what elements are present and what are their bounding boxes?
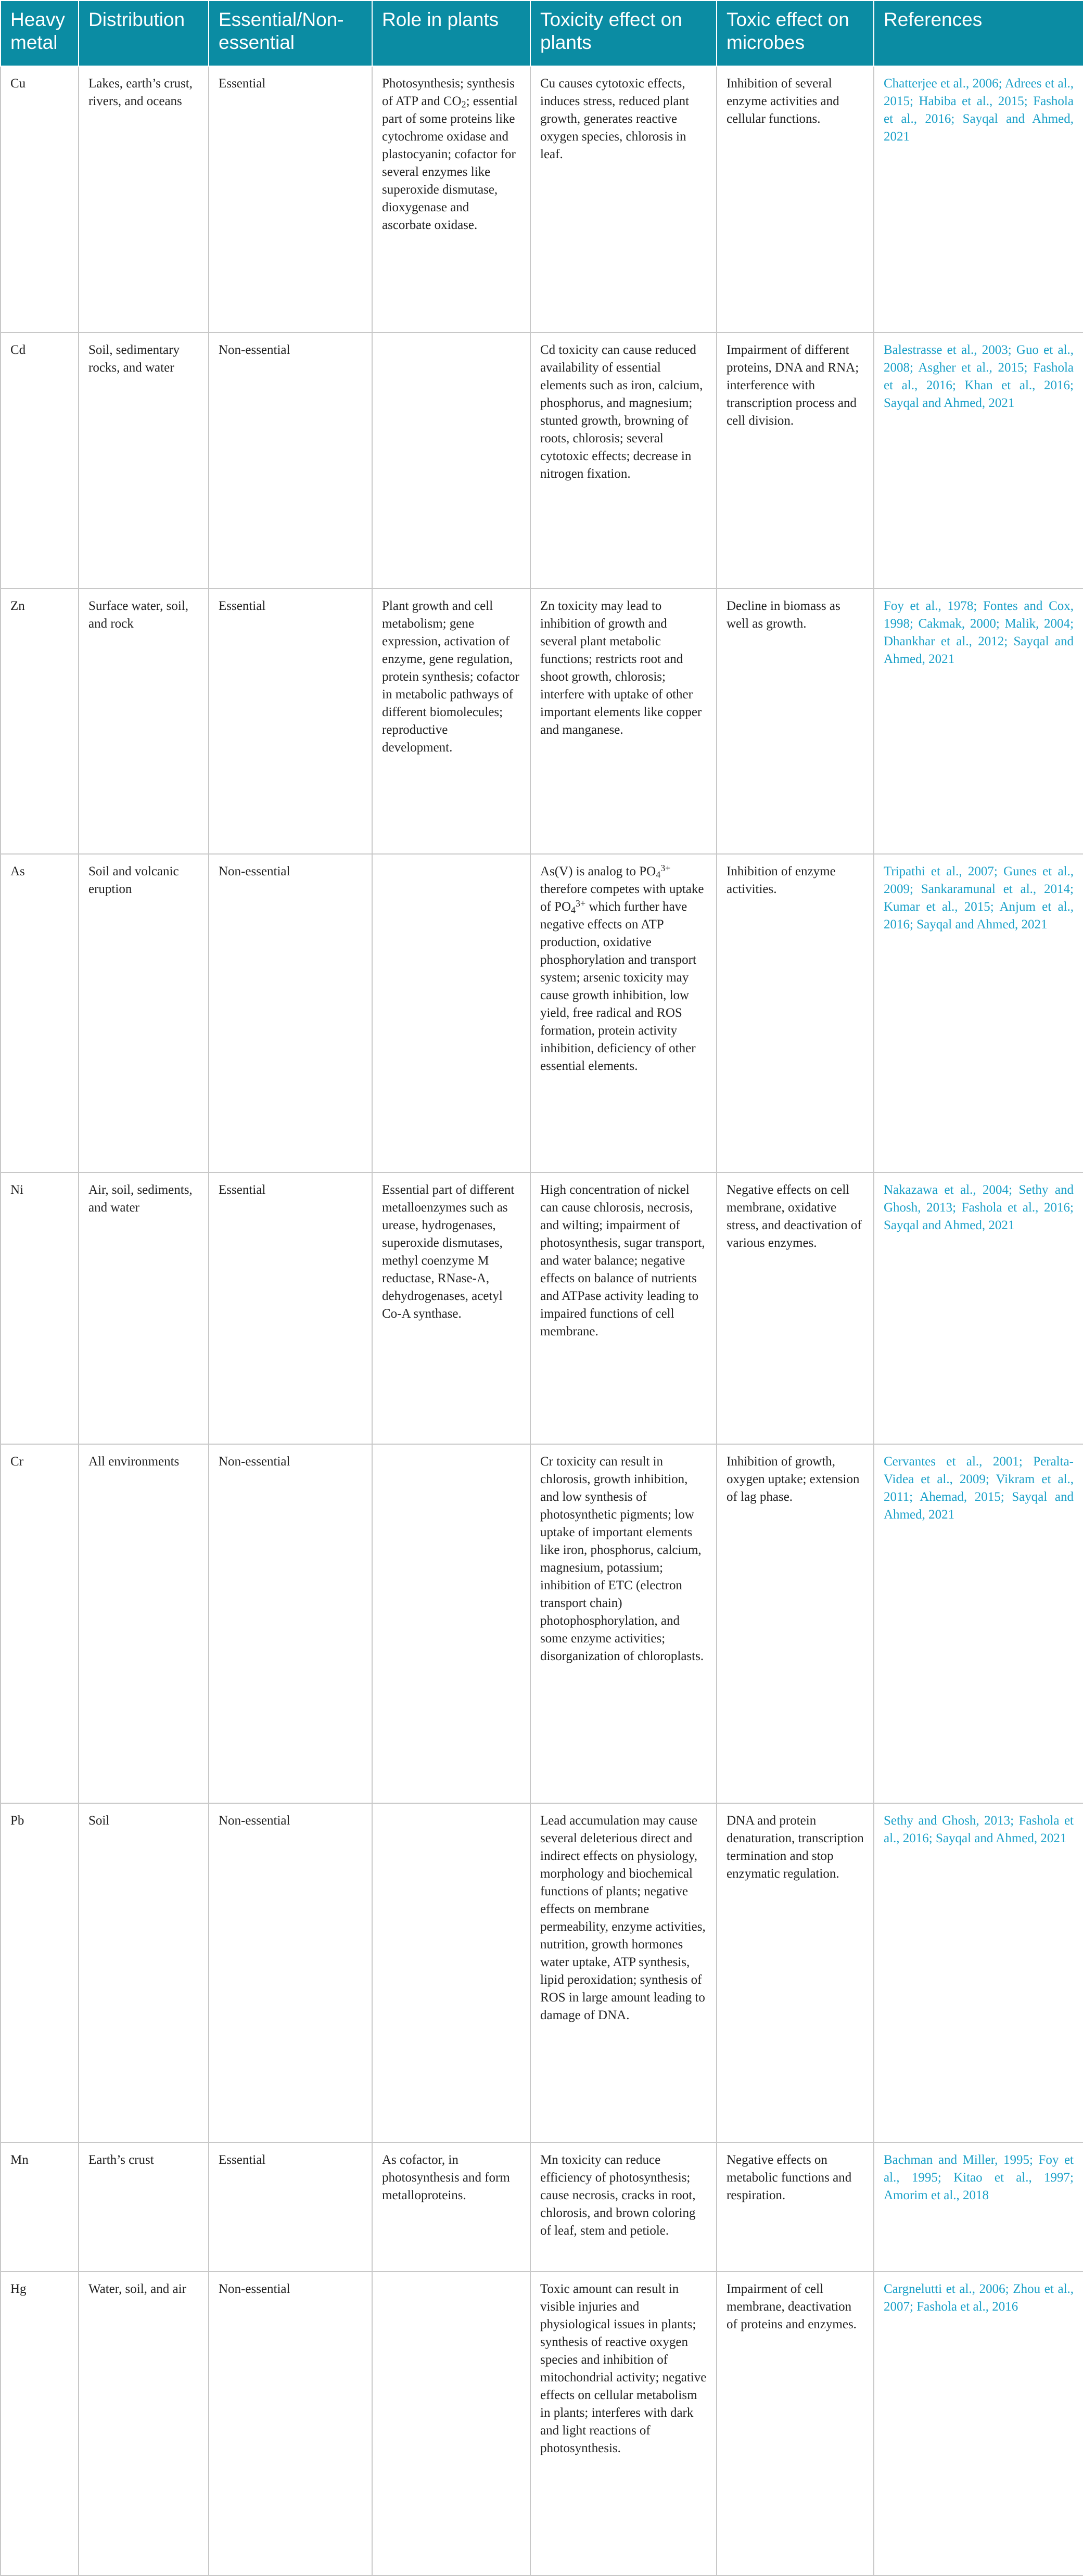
metal-cell: Pb — [1, 1803, 79, 2143]
reference-link[interactable]: Malik, 2004 — [1004, 617, 1071, 631]
reference-link[interactable]: Sayqal and Ahmed, 2021 — [884, 634, 1074, 666]
metal-cell: Hg — [1, 2272, 79, 2575]
table-row — [1, 589, 1083, 854]
reference-link[interactable]: Sayqal and Ahmed, 2021 — [884, 1218, 1015, 1232]
toxicity-cell — [530, 66, 717, 333]
reference-link[interactable]: Sethy and Ghosh, 2013 — [884, 1183, 1074, 1215]
essential-cell: Non-essential — [209, 1444, 372, 1803]
essential-cell: Essential — [209, 66, 372, 333]
reference-link[interactable]: Fashola et al., 2016 — [884, 361, 1074, 392]
reference-link[interactable]: Foy et al., 1978 — [884, 599, 974, 613]
reference-link[interactable]: Sayqal and Ahmed, 2021 — [916, 917, 1048, 932]
reference-link[interactable]: Kitao et al., 1997 — [953, 2171, 1071, 2185]
header-toxicity-plants: Toxicity effect on plants — [530, 1, 717, 66]
cell-text: therefore competes with uptake of PO — [540, 882, 704, 914]
microbes-cell: Decline in biomass as well as growth. — [717, 589, 874, 854]
cell-text: which further have negative effects on ATP production, oxidative phosphorylation and transport system; arsenic toxicity may cause growth inhibition, low yield, free radical and ROS formation, protein activity inhibition, deficiency of other essential elements. — [540, 900, 696, 1073]
reference-link[interactable]: Peralta-Videa et al., 2009 — [884, 1455, 1074, 1486]
toxicity-cell — [530, 2272, 717, 2575]
references-cell: Tripathi et al., 2007; Gunes et al., 2009; Sankaramunal et al., 2014; Kumar et al., 2015; Anjum et al., 2016; Sayqal and Ahmed, 2021 — [874, 854, 1083, 1172]
references-cell: Cervantes et al., 2001; Peralta-Videa et al., 2009; Vikram et al., 2011; Ahemad, 2015; Sayqal and Ahmed, 2021 — [874, 1444, 1083, 1803]
cell-text: Cr toxicity can result in chlorosis, growth inhibition, and low synthesis of photosynthetic pigments; low uptake of important elements like iron, phosphorus, calcium, magnesium, potassium; inhibition of ETC (electron transport chain) photophosphorylation, and some enzyme activities; disorganization of chloroplasts. — [540, 1455, 704, 1663]
microbes-cell: Inhibition of several enzyme activities and cellular functions. — [717, 66, 874, 333]
essential-cell: Non-essential — [209, 2272, 372, 2575]
cell-text: Lead accumulation may cause several deleterious direct and indirect effects on physiology, morphology and biochemical functions of plants; negative effects on membrane permeability, enzyme activities, nutrition, growth hormones water uptake, ATP synthesis, lipid peroxidation; synthesis of ROS in large amount leading to damage of DNA. — [540, 1814, 706, 2022]
distribution-cell: Soil and volcanic eruption — [79, 854, 209, 1172]
references-cell: Nakazawa et al., 2004; Sethy and Ghosh, 2013; Fashola et al., 2016; Sayqal and Ahmed, 2021 — [874, 1172, 1083, 1444]
reference-link[interactable]: Sethy and Ghosh, 2013 — [884, 1814, 1011, 1828]
toxicity-cell — [530, 1444, 717, 1803]
table-body — [1, 66, 1083, 2575]
microbes-cell: Inhibition of growth, oxygen uptake; extension of lag phase. — [717, 1444, 874, 1803]
microbes-cell: Impairment of different proteins, DNA and RNA; interference with transcription process and cell division. — [717, 333, 874, 589]
reference-link[interactable]: Foy et al., 1995 — [884, 2153, 1074, 2185]
microbes-cell: DNA and protein denaturation, transcription termination and stop enzymatic regulation. — [717, 1803, 874, 2143]
header-references: References — [874, 1, 1083, 66]
distribution-cell: Lakes, earth’s crust, rivers, and oceans — [79, 66, 209, 333]
metal-cell: Mn — [1, 2143, 79, 2272]
reference-link[interactable]: Sankaramunal et al., 2014 — [921, 882, 1071, 896]
table-row — [1, 66, 1083, 333]
cell-text: As cofactor, in photosynthesis and form metalloproteins. — [382, 2153, 510, 2202]
role-cell — [372, 2272, 530, 2575]
superscript-text: 3+ — [576, 898, 586, 909]
toxicity-cell — [530, 1172, 717, 1444]
reference-link[interactable]: Chatterjee et al., 2006 — [884, 76, 999, 91]
table-row — [1, 1444, 1083, 1803]
role-cell — [372, 1172, 530, 1444]
references-cell: Balestrasse et al., 2003; Guo et al., 2008; Asgher et al., 2015; Fashola et al., 2016; Khan et al., 2016; Sayqal and Ahmed, 2021 — [874, 333, 1083, 589]
subscript-text: 2 — [461, 99, 466, 110]
reference-link[interactable]: Fontes and Cox, 1998 — [884, 599, 1074, 631]
role-cell — [372, 854, 530, 1172]
table-row — [1, 1803, 1083, 2143]
distribution-cell: Soil — [79, 1803, 209, 2143]
reference-link[interactable]: Cargnelutti et al., 2006 — [884, 2282, 1005, 2296]
subscript-text: 4 — [571, 904, 576, 915]
references-cell: Cargnelutti et al., 2006; Zhou et al., 2007; Fashola et al., 2016 — [874, 2272, 1083, 2575]
superscript-text: 3+ — [660, 862, 671, 873]
table-row — [1, 2272, 1083, 2575]
essential-cell: Essential — [209, 2143, 372, 2272]
metal-cell: Cd — [1, 333, 79, 589]
reference-link[interactable]: Bachman and Miller, 1995 — [884, 2153, 1029, 2167]
cell-text: Essential part of different metalloenzymes such as urease, hydrogenases, superoxide dismutases, methyl coenzyme M reductase, RNase-A, dehydrogenases, acetyl Co-A synthase. — [382, 1183, 515, 1321]
references-cell: Foy et al., 1978; Fontes and Cox, 1998; Cakmak, 2000; Malik, 2004; Dhankhar et al., 2012; Sayqal and Ahmed, 2021 — [874, 589, 1083, 854]
metal-cell: As — [1, 854, 79, 1172]
toxicity-cell — [530, 2143, 717, 2272]
reference-link[interactable]: Balestrasse et al., 2003 — [884, 343, 1008, 357]
metal-cell: Ni — [1, 1172, 79, 1444]
microbes-cell: Inhibition of enzyme activities. — [717, 854, 874, 1172]
cell-text: Cu causes cytotoxic effects, induces stress, reduced plant growth, generates reactive oxygen species, chlorosis in leaf. — [540, 76, 690, 161]
reference-link[interactable]: Ahemad, 2015 — [920, 1490, 1001, 1504]
header-row — [1, 1, 1083, 66]
cell-text: Toxic amount can result in visible injuries and physiological issues in plants; synthesis of reactive oxygen species and inhibition of mitochondrial activity; negative effects on cellular metabolism in plants; interferes with dark and light reactions of photosynthesis. — [540, 2282, 707, 2455]
distribution-cell: All environments — [79, 1444, 209, 1803]
reference-link[interactable]: Sayqal and Ahmed, 2021 — [884, 112, 1074, 144]
toxicity-cell — [530, 1803, 717, 2143]
cell-text: ; essential part of some proteins like cytochrome oxidase and plastocyanin; cofactor for several enzymes like superoxide dismutase, dioxygenase and ascorbate oxidase. — [382, 94, 518, 232]
reference-link[interactable]: Nakazawa et al., 2004 — [884, 1183, 1009, 1197]
essential-cell: Essential — [209, 1172, 372, 1444]
header-heavy-metal: Heavy metal — [1, 1, 79, 66]
microbes-cell: Negative effects on cell membrane, oxidative stress, and deactivation of various enzymes. — [717, 1172, 874, 1444]
reference-link[interactable]: Guo et al., 2008 — [884, 343, 1074, 375]
metal-cell: Zn — [1, 589, 79, 854]
distribution-cell: Water, soil, and air — [79, 2272, 209, 2575]
reference-link[interactable]: Gunes et al., 2009 — [884, 864, 1074, 896]
distribution-cell: Earth’s crust — [79, 2143, 209, 2272]
reference-link[interactable]: Fashola et al., 2016 — [961, 1201, 1071, 1215]
table-row — [1, 1172, 1083, 1444]
table-header — [1, 1, 1083, 66]
microbes-cell: Negative effects on metabolic functions and respiration. — [717, 2143, 874, 2272]
distribution-cell: Soil, sedimentary rocks, and water — [79, 333, 209, 589]
reference-link[interactable]: Sayqal and Ahmed, 2021 — [884, 396, 1015, 410]
references-cell: Chatterjee et al., 2006; Adrees et al., 2015; Habiba et al., 2015; Fashola et al., 2016; Sayqal and Ahmed, 2021 — [874, 66, 1083, 333]
essential-cell: Non-essential — [209, 1803, 372, 2143]
reference-link[interactable]: Dhankhar et al., 2012 — [884, 634, 1004, 648]
header-toxic-microbes: Toxic effect on microbes — [717, 1, 874, 66]
reference-link[interactable]: Habiba et al., 2015 — [919, 94, 1024, 108]
distribution-cell: Surface water, soil, and rock — [79, 589, 209, 854]
metal-cell: Cr — [1, 1444, 79, 1803]
reference-link[interactable]: Kumar et al., 2015 — [884, 900, 990, 914]
cell-text: Plant growth and cell metabolism; gene expression, activation of enzyme, gene regulation, protein synthesis; cofactor in metabolic pathways of different biomolecules; reproductive development. — [382, 599, 519, 755]
reference-link[interactable]: Zhou et al., 2007 — [884, 2282, 1074, 2314]
references-cell: Bachman and Miller, 1995; Foy et al., 1995; Kitao et al., 1997; Amorim et al., 2018 — [874, 2143, 1083, 2272]
cell-text: Photosynthesis; synthesis of ATP and CO — [382, 76, 515, 108]
metal-cell: Cu — [1, 66, 79, 333]
reference-link[interactable]: Fashola et al., 2016 — [916, 2300, 1018, 2314]
header-essential: Essential/Non-essential — [209, 1, 372, 66]
microbes-cell: Impairment of cell membrane, deactivation of proteins and enzymes. — [717, 2272, 874, 2575]
reference-link[interactable]: Adrees et al., 2015 — [884, 76, 1074, 108]
cell-text: Cd toxicity can cause reduced availability of essential elements such as iron, calcium, phosphorus, and magnesium; stunted growth, browning of roots, chlorosis; several cytotoxic effects; decrease in nitrogen fixation. — [540, 343, 703, 481]
reference-link[interactable]: Amorim et al., 2018 — [884, 2188, 989, 2202]
table-row — [1, 854, 1083, 1172]
header-distribution: Distribution — [79, 1, 209, 66]
reference-link[interactable]: Fashola et al., 2016 — [884, 1814, 1074, 1845]
reference-link[interactable]: Vikram et al., 2011 — [884, 1472, 1074, 1504]
header-role-in-plants: Role in plants — [372, 1, 530, 66]
reference-link[interactable]: Asgher et al., 2015 — [918, 361, 1024, 375]
toxicity-cell — [530, 854, 717, 1172]
cell-text: Zn toxicity may lead to inhibition of growth and several plant metabolic functions; restricts root and shoot growth, chlorosis; interfere with uptake of other important elements like copper and manganese. — [540, 599, 702, 737]
reference-link[interactable]: Cakmak, 2000 — [918, 617, 996, 631]
table-row — [1, 333, 1083, 589]
essential-cell: Non-essential — [209, 333, 372, 589]
essential-cell: Non-essential — [209, 854, 372, 1172]
role-cell — [372, 1444, 530, 1803]
role-cell — [372, 589, 530, 854]
cell-text: High concentration of nickel can cause chlorosis, necrosis, and wilting; impairment of photosynthesis, sugar transport, and water balance; negative effects on balance of nutrients and ATPase activity leading to impaired functions of cell membrane. — [540, 1183, 705, 1338]
reference-link[interactable]: Tripathi et al., 2007 — [884, 864, 994, 878]
reference-link[interactable]: Fashola et al., 2016 — [884, 94, 1074, 126]
toxicity-cell — [530, 589, 717, 854]
essential-cell: Essential — [209, 589, 372, 854]
table-row — [1, 2143, 1083, 2272]
role-cell — [372, 333, 530, 589]
reference-link[interactable]: Anjum et al., 2016 — [884, 900, 1074, 932]
reference-link[interactable]: Khan et al., 2016 — [964, 378, 1071, 392]
cell-text: As(V) is analog to PO — [540, 864, 656, 878]
reference-link[interactable]: Cervantes et al., 2001 — [884, 1455, 1019, 1469]
reference-link[interactable]: Sayqal and Ahmed, 2021 — [936, 1831, 1067, 1845]
reference-link[interactable]: Sayqal and Ahmed, 2021 — [884, 1490, 1074, 1522]
cell-text: Mn toxicity can reduce efficiency of photosynthesis; cause necrosis, cracks in root, chlorosis, and brown coloring of leaf, stem and petiole. — [540, 2153, 696, 2238]
role-cell — [372, 66, 530, 333]
distribution-cell: Air, soil, sediments, and water — [79, 1172, 209, 1444]
role-cell — [372, 1803, 530, 2143]
role-cell — [372, 2143, 530, 2272]
toxicity-cell — [530, 333, 717, 589]
subscript-text: 4 — [656, 869, 661, 880]
references-cell: Sethy and Ghosh, 2013; Fashola et al., 2016; Sayqal and Ahmed, 2021 — [874, 1803, 1083, 2143]
